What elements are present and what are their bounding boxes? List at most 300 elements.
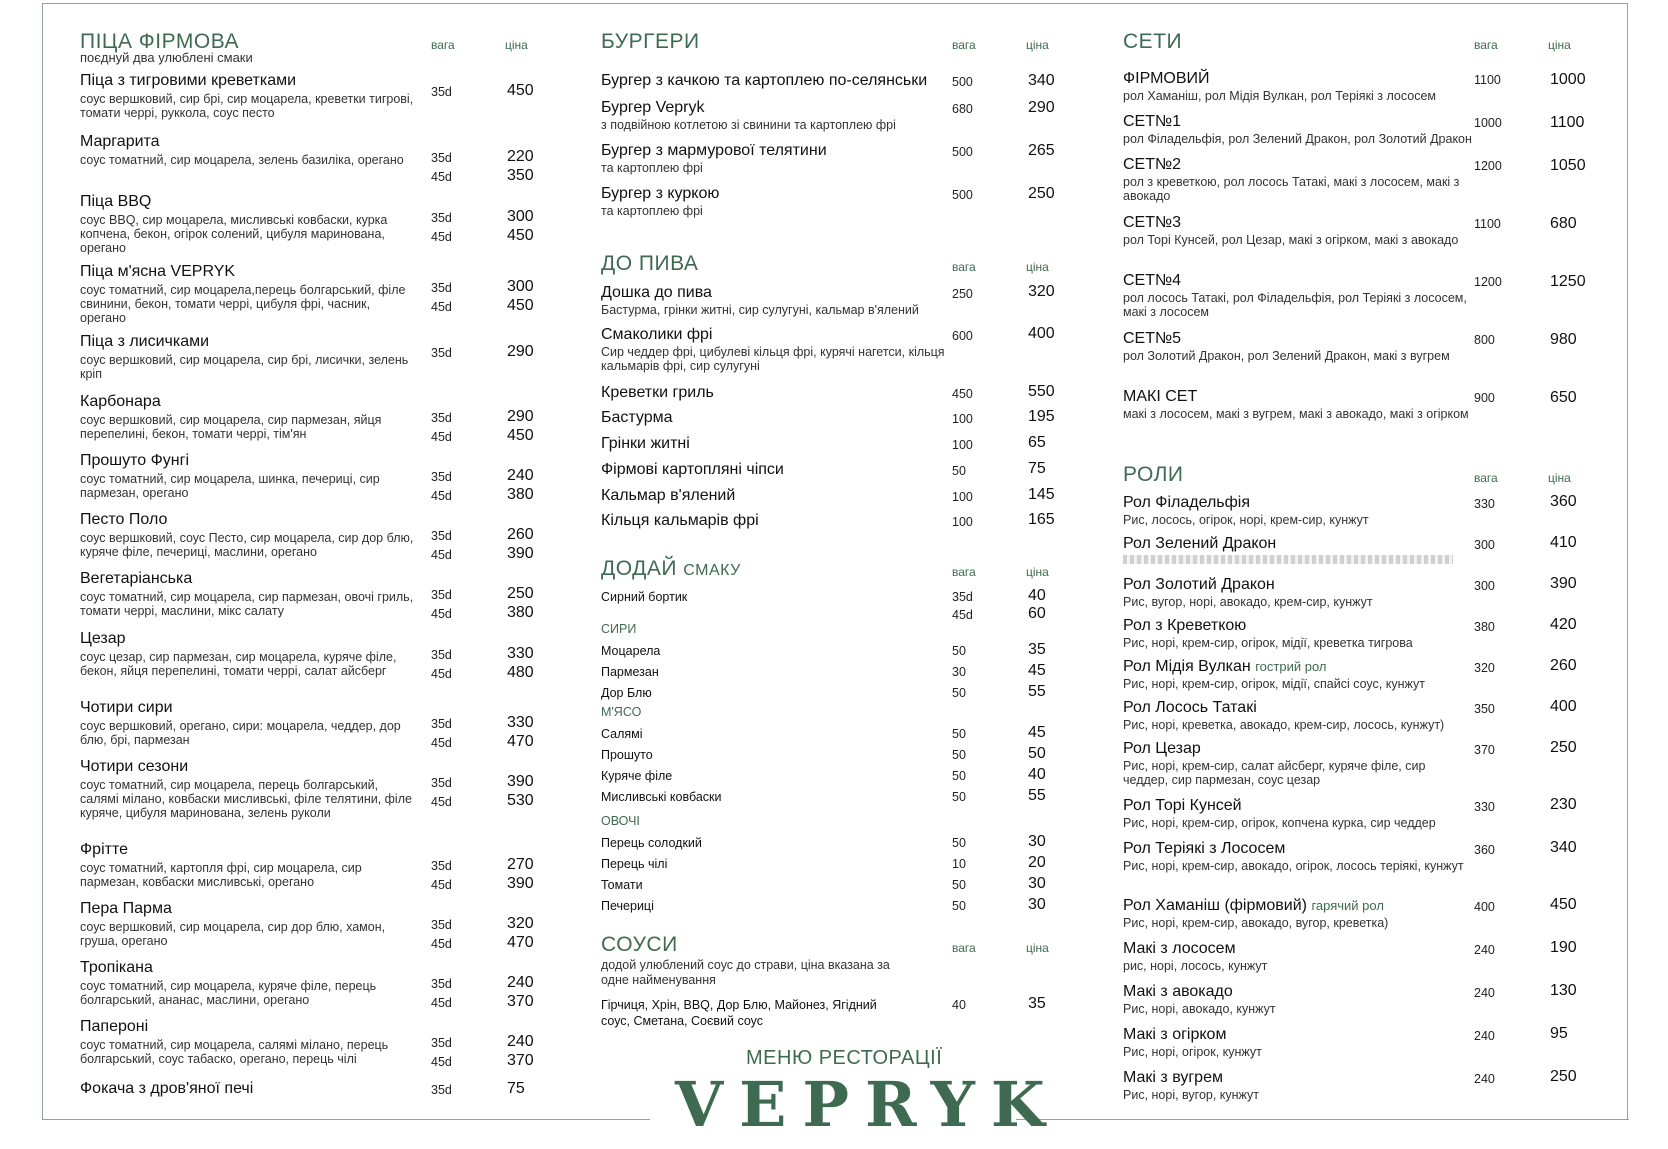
item-name: Сирний бортик: [601, 590, 688, 604]
item-price: 450: [507, 227, 534, 244]
item-weight: 330: [1474, 800, 1495, 814]
item-weight: 800: [1474, 333, 1495, 347]
item-weight: 300: [1474, 538, 1495, 552]
price-header: ціна: [1026, 260, 1049, 274]
title-main: ДОДАЙ: [601, 557, 677, 580]
item-weight: 680: [952, 102, 973, 116]
item-description: Рис, норі, авокадо, кунжут: [1123, 1002, 1276, 1016]
frame-line: [1016, 1119, 1629, 1120]
item-description: соус вершковий, сир моцарела, сир дор блю, хамон, груша, орегано: [80, 920, 386, 948]
item-weight: 45d: [431, 996, 452, 1010]
item-name: Дор Блю: [601, 686, 652, 700]
item-name: Фокача з дров'яної печі: [80, 1080, 254, 1097]
item-weight: 35d: [431, 1036, 452, 1050]
item-name: Дошка до пива: [601, 284, 712, 301]
item-description: соус вершковий, сир брі, сир моцарела, креветки тигрові, томати черрі, руккола, соус песто: [80, 92, 414, 120]
item-price: 450: [507, 427, 534, 444]
group-label: М'ЯСО: [601, 705, 642, 719]
item-weight: 1000: [1474, 116, 1502, 130]
item-weight: 45d: [431, 1055, 452, 1069]
weight-header: вага: [952, 38, 976, 52]
item-name: Піца м'ясна VEPRYK: [80, 263, 236, 280]
item-name: Кільця кальмарів фрі: [601, 512, 759, 529]
item-weight: 500: [952, 75, 973, 89]
item-description: макі з лососем, макі з вугрем, макі з авокадо, макі з огірком: [1123, 407, 1469, 421]
item-name: Карбонара: [80, 393, 161, 410]
item-name: Фірмові картопляні чіпси: [601, 461, 784, 478]
item-weight: 320: [1474, 661, 1495, 675]
weight-header: вага: [431, 38, 455, 52]
item-name: Прошуто: [601, 748, 653, 762]
item-name: Пармезан: [601, 665, 659, 679]
item-weight: 45d: [431, 607, 452, 621]
item-weight: 250: [952, 287, 973, 301]
menu-subtitle: МЕНЮ РЕСТОРАЦІЇ: [746, 1047, 943, 1069]
item-price: 420: [1550, 616, 1577, 633]
item-price: 95: [1550, 1025, 1568, 1042]
item-name: Бастурма: [601, 409, 673, 426]
item-name: Моцарела: [601, 644, 661, 658]
item-weight: 35d: [431, 529, 452, 543]
item-name-text: Макі з огірком: [1123, 1026, 1227, 1043]
item-weight: 35d: [431, 281, 452, 295]
item-weight: 35d: [431, 918, 452, 932]
item-description: рис, норі, лосось, кунжут: [1123, 959, 1268, 973]
item-name: [1123, 1069, 1223, 1087]
item-weight: 370: [1474, 743, 1495, 757]
item-description: соус томатний, сир моцарела,перець болгарський, філе свинини, бекон, томати черрі, цибуля фрі, часник, орегано: [80, 283, 406, 325]
item-description: соус томатний, сир моцарела, салямі мілано, перець болгарський, соус табаско, орегано, перець чілі: [80, 1038, 389, 1066]
item-name: Папероні: [80, 1018, 149, 1035]
item-name: Томати: [601, 878, 643, 892]
item-price: 195: [1028, 408, 1055, 425]
item-weight: 35d: [952, 590, 973, 604]
item-description: соус томатний, сир моцарела, зелень базиліка, орегано: [80, 153, 404, 167]
item-price: 340: [1550, 839, 1577, 856]
item-price: 30: [1028, 875, 1046, 892]
item-weight: 35d: [431, 211, 452, 225]
item-name: Прошуто Фунгі: [80, 452, 190, 469]
item-price: 1000: [1550, 71, 1586, 88]
item-name: Бургер з куркою: [601, 185, 720, 202]
item-weight: 45d: [431, 230, 452, 244]
item-description: соус томатний, сир моцарела, сир пармезан, овочі гриль, томати черрі, маслини, мікс салату: [80, 590, 414, 618]
item-name: Перець чілі: [601, 857, 668, 871]
item-name: [1123, 658, 1326, 676]
item-description: Рис, норі, креветка, авокадо, крем-сир, лосось, кунжут): [1123, 718, 1445, 732]
item-name-text: Рол Золотий Дракон: [1123, 576, 1275, 593]
item-name: [1123, 840, 1285, 858]
item-name: Грінки житні: [601, 435, 690, 452]
group-label: СИРИ: [601, 622, 637, 636]
item-description: рол Філадельфія, рол Зелений Дракон, рол Золотий Дракон: [1123, 132, 1472, 146]
item-name-text: Рол Мідія Вулкан: [1123, 658, 1251, 675]
price-header: ціна: [505, 38, 528, 52]
item-price: 290: [507, 343, 534, 360]
item-weight: 10: [952, 857, 966, 871]
item-name: Смаколики фрі: [601, 326, 713, 343]
item-price: 50: [1028, 745, 1046, 762]
item-price: 390: [507, 875, 534, 892]
item-price: 530: [507, 792, 534, 809]
item-weight: 35d: [431, 85, 452, 99]
item-description: Рис, норі, вугор, кунжут: [1123, 1088, 1260, 1102]
item-price: 370: [507, 1052, 534, 1069]
item-weight: 35d: [431, 859, 452, 873]
price-header: ціна: [1026, 38, 1049, 52]
item-name: СЕТ№4: [1123, 272, 1182, 289]
item-price: 320: [507, 915, 534, 932]
item-description: соус вершковий, соус Песто, сир моцарела, сир дор блю, куряче філе, печериці, маслини, орегано: [80, 531, 414, 559]
item-name-text: Рол Цезар: [1123, 740, 1201, 757]
item-price: 240: [507, 974, 534, 991]
item-name: Куряче філе: [601, 769, 673, 783]
item-price: 240: [507, 1033, 534, 1050]
item-description: Рис, норі, крем-сир, авокадо, огірок, лосось теріякі, кунжут: [1123, 859, 1464, 873]
item-weight: 50: [952, 686, 966, 700]
item-name: [1123, 797, 1242, 815]
item-name-text: Рол Лосось Татакі: [1123, 699, 1257, 716]
item-price: 390: [507, 545, 534, 562]
item-weight: 35d: [431, 977, 452, 991]
item-name: Мисливські ковбаски: [601, 790, 722, 804]
item-weight: 300: [1474, 579, 1495, 593]
weight-header: вага: [1474, 38, 1498, 52]
item-price: 220: [507, 148, 534, 165]
item-description: рол з креветкою, рол лосось Татакі, макі з лососем, макі з авокадо: [1123, 175, 1460, 203]
item-name-text: Рол з Креветкою: [1123, 617, 1247, 634]
item-price: 680: [1550, 215, 1577, 232]
item-weight: 50: [952, 878, 966, 892]
item-price: 330: [507, 645, 534, 662]
item-price: 270: [507, 856, 534, 873]
item-weight: 900: [1474, 391, 1495, 405]
item-weight: 45d: [431, 878, 452, 892]
item-price: 45: [1028, 662, 1046, 679]
item-name: Маргарита: [80, 133, 160, 150]
item-weight: 50: [952, 836, 966, 850]
item-price: 240: [507, 467, 534, 484]
item-price: 1250: [1550, 273, 1586, 290]
item-price: 40: [1028, 587, 1046, 604]
item-weight: 1100: [1474, 217, 1501, 231]
item-weight: 35d: [431, 346, 452, 360]
item-description: та картоплею фрі: [601, 161, 703, 175]
item-weight: 450: [952, 387, 973, 401]
item-description: рол Золотий Дракон, рол Зелений Дракон, макі з вугрем: [1123, 349, 1450, 363]
item-name: Піца з лисичками: [80, 333, 210, 350]
item-name-text: Макі з вугрем: [1123, 1069, 1223, 1086]
item-price: 400: [1028, 325, 1055, 342]
item-name-text: Рол Теріякі з Лососем: [1123, 840, 1286, 857]
item-name: Креветки гриль: [601, 384, 714, 401]
item-weight: 35d: [431, 588, 452, 602]
item-weight: 35d: [431, 717, 452, 731]
item-weight: 45d: [431, 795, 452, 809]
item-name: СЕТ№2: [1123, 156, 1182, 173]
price-header: ціна: [1026, 941, 1049, 955]
item-name: Піца з тигровими креветками: [80, 72, 297, 89]
item-weight: 50: [952, 748, 966, 762]
item-name: СЕТ№1: [1123, 113, 1182, 130]
item-description: Рис, норі, крем-сир, авокадо, вугор, креветка): [1123, 916, 1389, 930]
item-description: соус томатний, картопля фрі, сир моцарела, сир пармезан, ковбаски мисливські, орегано: [80, 861, 362, 889]
item-weight: 330: [1474, 497, 1495, 511]
item-price: 290: [507, 408, 534, 425]
item-price: 130: [1550, 982, 1577, 999]
item-weight: 35d: [431, 151, 452, 165]
item-name: [1123, 494, 1250, 512]
item-name: Печериці: [601, 899, 654, 913]
item-weight: 50: [952, 790, 966, 804]
item-description: Бастурма, грінки житні, сир сулугуні, кальмар в'ялений: [601, 303, 919, 317]
weight-header: вага: [952, 941, 976, 955]
item-description: рол Хаманіш, рол Мідія Вулкан, рол Теріякі з лососем: [1123, 89, 1437, 103]
item-tag: гарячий рол: [1311, 898, 1384, 913]
item-description: соус вершковий, сир моцарела, сир брі, лисички, зелень кріп: [80, 353, 409, 381]
item-price: 260: [1550, 657, 1577, 674]
item-description: соус вершковий, сир моцарела, сир пармезан, яйця перепелині, бекон, томати черрі, тім'ян: [80, 413, 382, 441]
item-price: 65: [1028, 434, 1046, 451]
item-weight: 50: [952, 899, 966, 913]
item-name: ФІРМОВИЙ: [1123, 70, 1210, 87]
item-weight: 50: [952, 464, 966, 478]
item-name: Гірчиця, Хрін, BBQ, Дор Блю, Майонез, Ягідний соус, Сметана, Соєвий соус: [601, 998, 877, 1028]
item-weight: 1200: [1474, 275, 1502, 289]
frame-line: [42, 1119, 650, 1120]
item-weight: 240: [1474, 986, 1495, 1000]
item-name: Песто Поло: [80, 511, 168, 528]
item-price: 265: [1028, 142, 1055, 159]
item-price: 20: [1028, 854, 1046, 871]
item-weight: 350: [1474, 702, 1495, 716]
item-weight: 100: [952, 412, 973, 426]
item-name: Цезар: [80, 630, 126, 647]
item-price: 340: [1028, 72, 1055, 89]
item-price: 650: [1550, 389, 1577, 406]
item-name-text: Рол Торі Кунсей: [1123, 797, 1242, 814]
item-price: 480: [507, 664, 534, 681]
item-description: соус BBQ, сир моцарела, мисливські ковбаски, курка копчена, бекон, огірок солений, цибуля маринована, орегано: [80, 213, 388, 255]
item-weight: 35d: [431, 648, 452, 662]
item-weight: 35d: [431, 776, 452, 790]
item-name: [1123, 940, 1236, 958]
item-weight: 240: [1474, 1072, 1495, 1086]
weight-header: вага: [952, 565, 976, 579]
item-description: Рис, вугор, норі, авокадо, крем-сир, кунжут: [1123, 595, 1373, 609]
item-price: 370: [507, 993, 534, 1010]
item-weight: 45d: [431, 667, 452, 681]
item-name: Тропікана: [80, 959, 153, 976]
item-price: 400: [1550, 698, 1577, 715]
item-name: МАКІ СЕТ: [1123, 388, 1198, 405]
section-title: СЕТИ: [1123, 30, 1183, 53]
item-price: 40: [1028, 766, 1046, 783]
item-weight: 45d: [431, 736, 452, 750]
item-weight: 40: [952, 998, 966, 1012]
item-name: Кальмар в'ялений: [601, 487, 736, 504]
section-title: [601, 557, 741, 581]
item-name: Салямі: [601, 727, 643, 741]
item-description: соус томатний, сир моцарела, перець болгарський, салямі мілано, ковбаски мисливські, філе телятини, філе куряче, цибуля маринована, зелень руколи: [80, 778, 412, 820]
item-name: [1123, 699, 1257, 717]
item-name: Чотири сири: [80, 699, 173, 716]
item-description: соус томатний, сир моцарела, куряче філе, перець болгарський, ананас, маслини, орегано: [80, 979, 377, 1007]
item-price: 250: [1550, 1068, 1577, 1085]
price-header: ціна: [1548, 471, 1571, 485]
item-price: 390: [1550, 575, 1577, 592]
item-price: 980: [1550, 331, 1577, 348]
item-price: 260: [507, 526, 534, 543]
item-price: 350: [507, 167, 534, 184]
item-weight: 45d: [431, 300, 452, 314]
section-title: ДО ПИВА: [601, 252, 699, 275]
weight-header: вага: [952, 260, 976, 274]
item-weight: 380: [1474, 620, 1495, 634]
item-weight: 400: [1474, 900, 1495, 914]
item-price: 470: [507, 733, 534, 750]
item-price: 550: [1028, 383, 1055, 400]
item-name: [1123, 983, 1233, 1001]
item-price: 250: [1028, 185, 1055, 202]
item-name: Пера Парма: [80, 900, 172, 917]
item-name-text: Макі з лососем: [1123, 940, 1236, 957]
item-weight: 1100: [1474, 73, 1501, 87]
item-weight: 1200: [1474, 159, 1502, 173]
item-price: 165: [1028, 511, 1055, 528]
item-name: Бургер з качкою та картоплею по-селянськи: [601, 72, 928, 89]
item-price: 35: [1028, 995, 1046, 1012]
item-weight: 500: [952, 188, 973, 202]
price-header: ціна: [1548, 38, 1571, 52]
item-description: Рис, норі, крем-сир, салат айсберг, куряче філе, сир чеддер, сир пармезан, соус цезар: [1123, 759, 1426, 787]
item-price: 290: [1028, 99, 1055, 116]
item-price: 1050: [1550, 157, 1586, 174]
item-name: Бургер Vepryk: [601, 99, 705, 116]
item-description: соус томатний, сир моцарела, шинка, печериці, сир пармезан, орегано: [80, 472, 380, 500]
item-price: 45: [1028, 724, 1046, 741]
item-name: Піца BBQ: [80, 193, 152, 210]
blurred-description: [1123, 555, 1453, 564]
item-price: 330: [507, 714, 534, 731]
item-name-text: Рол Хаманіш (фірмовий): [1123, 897, 1307, 914]
item-name: [1123, 576, 1275, 594]
item-price: 30: [1028, 833, 1046, 850]
item-name: [1123, 897, 1384, 915]
item-weight: 600: [952, 329, 973, 343]
item-tag: гострий рол: [1255, 659, 1327, 674]
item-weight: 45d: [431, 430, 452, 444]
item-price: 250: [1550, 739, 1577, 756]
item-weight: 35d: [431, 411, 452, 425]
item-weight: 240: [1474, 1029, 1495, 1043]
item-price: 55: [1028, 787, 1046, 804]
item-price: 450: [1550, 896, 1577, 913]
item-description: рол лосось Татакі, рол Філадельфія, рол Теріякі з лососем, макі з лососем: [1123, 291, 1467, 319]
item-weight: 35d: [431, 1083, 452, 1097]
section-title: БУРГЕРИ: [601, 30, 700, 53]
item-name: Бургер з мармурової телятини: [601, 142, 827, 159]
item-price: 450: [507, 297, 534, 314]
item-price: 1100: [1550, 114, 1585, 131]
item-price: 320: [1028, 283, 1055, 300]
item-weight: 500: [952, 145, 973, 159]
item-weight: 240: [1474, 943, 1495, 957]
section-title: ПІЦА ФІРМОВА: [80, 30, 240, 53]
item-price: 410: [1550, 534, 1577, 551]
item-price: 55: [1028, 683, 1046, 700]
item-weight: 45d: [431, 548, 452, 562]
item-weight: 100: [952, 438, 973, 452]
item-price: 450: [507, 82, 534, 99]
item-price: 60: [1028, 605, 1046, 622]
item-weight: 50: [952, 769, 966, 783]
item-name: Чотири сезони: [80, 758, 189, 775]
item-name: СЕТ№3: [1123, 214, 1182, 231]
item-name: [1123, 617, 1246, 635]
item-description: соус вершковий, орегано, сири: моцарела, чеддер, дор блю, брі, пармезан: [80, 719, 401, 747]
section-title: СОУСИ: [601, 933, 678, 956]
item-weight: 50: [952, 644, 966, 658]
item-description: Рис, норі, огірок, кунжут: [1123, 1045, 1262, 1059]
item-price: 75: [1028, 460, 1046, 477]
item-weight: 45d: [431, 489, 452, 503]
group-label: ОВОЧІ: [601, 814, 640, 828]
item-price: 145: [1028, 486, 1055, 503]
item-name: Перець солодкий: [601, 836, 702, 850]
price-header: ціна: [1026, 565, 1049, 579]
item-name: Вегетаріанська: [80, 570, 193, 587]
item-price: 35: [1028, 641, 1046, 658]
item-price: 230: [1550, 796, 1577, 813]
section-subtitle: поєднуй два улюблені смаки: [80, 50, 253, 65]
item-price: 380: [507, 486, 534, 503]
item-description: Рис, норі, крем-сир, огірок, копчена курка, сир чеддер: [1123, 816, 1436, 830]
item-weight: 45d: [431, 170, 452, 184]
item-name: [1123, 740, 1201, 758]
item-description: Сир чеддер фрі, цибулеві кільця фрі, курячі нагетси, кільця кальмарів фрі, сир сулугуні: [601, 345, 945, 373]
item-description: з подвійною котлетою зі свинини та картоплею фрі: [601, 118, 896, 132]
item-weight: 30: [952, 665, 966, 679]
item-price: 75: [507, 1080, 525, 1097]
item-name: Фрітте: [80, 841, 128, 858]
brand-logo: VEPRYK: [675, 1068, 1061, 1141]
item-name: [1123, 1026, 1226, 1044]
weight-header: вага: [1474, 471, 1498, 485]
item-name-text: Рол Філадельфія: [1123, 494, 1251, 511]
item-price: 300: [507, 278, 534, 295]
item-name-text: Макі з авокадо: [1123, 983, 1233, 1000]
item-weight: 100: [952, 515, 973, 529]
item-name: СЕТ№5: [1123, 330, 1182, 347]
item-description: та картоплею фрі: [601, 204, 703, 218]
item-weight: 50: [952, 727, 966, 741]
item-name-text: Рол Зелений Дракон: [1123, 535, 1277, 552]
item-weight: 360: [1474, 843, 1495, 857]
item-description: рол Торі Кунсей, рол Цезар, макі з огірком, макі з авокадо: [1123, 233, 1459, 247]
item-price: 470: [507, 934, 534, 951]
item-price: 300: [507, 208, 534, 225]
item-price: 390: [507, 773, 534, 790]
item-weight: 35d: [431, 470, 452, 484]
item-weight: 45d: [431, 937, 452, 951]
section-title: РОЛИ: [1123, 463, 1184, 486]
item-description: Рис, норі, крем-сир, огірок, мідії, спайсі соус, кунжут: [1123, 677, 1425, 691]
item-price: 380: [507, 604, 534, 621]
item-description: Рис, лосось, огірок, норі, крем-сир, кунжут: [1123, 513, 1369, 527]
item-weight: 100: [952, 490, 973, 504]
item-price: 190: [1550, 939, 1577, 956]
